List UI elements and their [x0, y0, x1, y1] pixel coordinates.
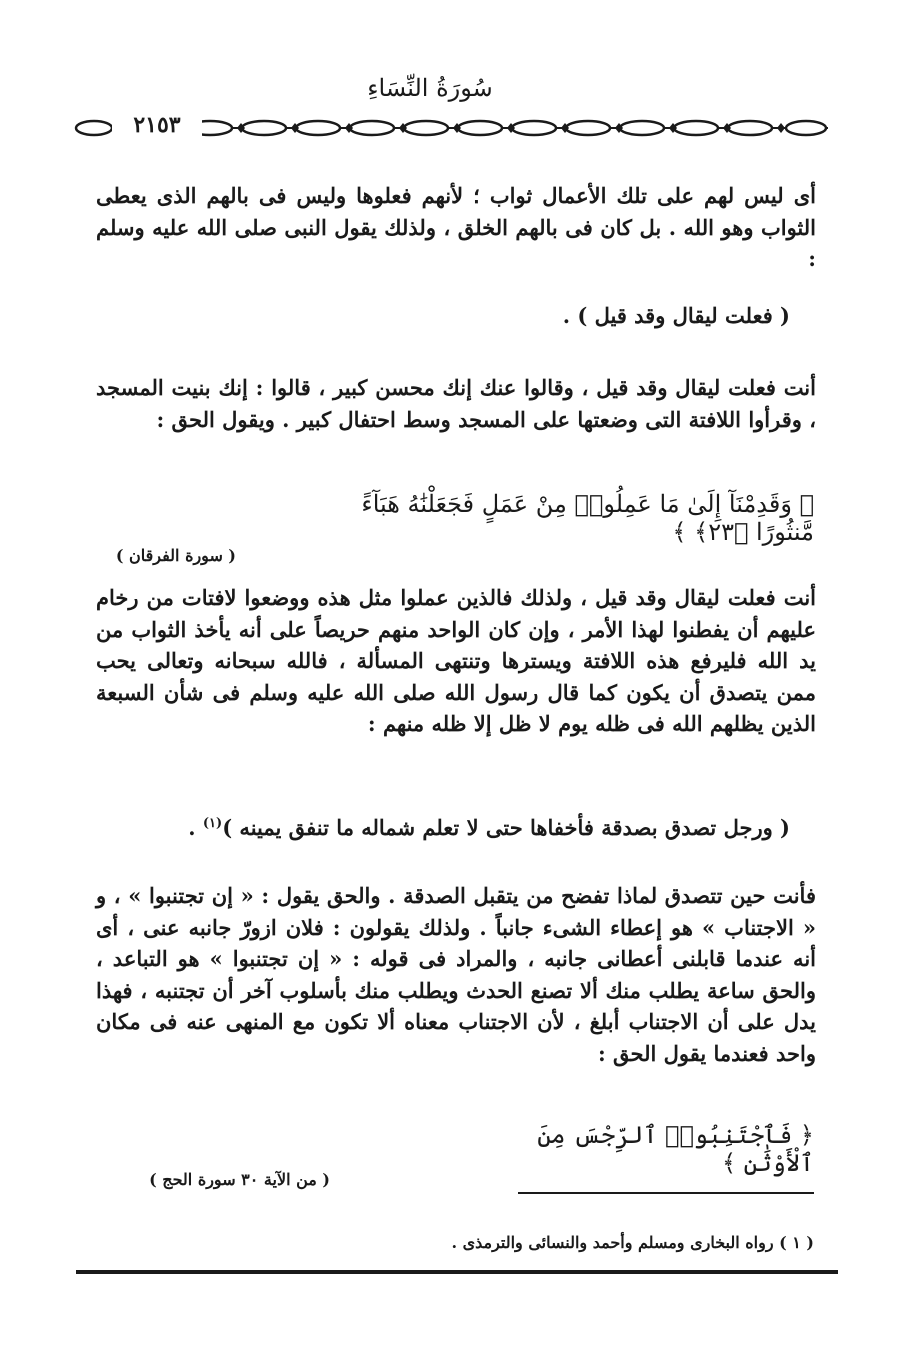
hadith-quote-1: ( فعلت ليقال وقد قيل ) .: [562, 303, 790, 328]
quran-verse-1: ﴿ وَقَدِمْنَآ إِلَىٰ مَا عَمِلُوا۟ مِنْ عَمَلٍ فَجَعَلْنَٰهُ هَبَآءً مَّنثُورًا ﴿٢٣﴾ ﴾: [361, 490, 814, 546]
bottom-rule: [76, 1270, 838, 1274]
paragraph-3: أنت فعلت ليقال وقد قيل ، ولذلك فالذين عملوا مثل هذه ووضعوا لافتات من رخام عليهم أن يفطنوا لهذا الأمر ، وإن كان الواحد منهم حريصاً على أنه يأخذ الثواب من يد الله فليرفع هذه اللافتة ويسترها وتنتهى المسألة ، فالله سبحانه وتعالى يحب ممن يتصدق أن يكون كما قال رسول الله صلى الله عليه وسلم فى شأن السبعة الذين يظلهم الله فى ظله يوم لا ظل إلا ظله منهم :: [96, 585, 816, 736]
surah-title: سُورَةُ النِّسَاءِ: [367, 74, 493, 102]
page-number: ٢١٥٣: [112, 110, 202, 140]
paragraph-1: أى ليس لهم على تلك الأعمال ثواب ؛ لأنهم فعلوها وليس فى بالهم الذى يعطى الثواب وهو الله . بل كان فى بالهم الخلق ، ولذلك يقول النبى صلى الله عليه وسلم :: [96, 183, 816, 271]
quran-verse-2: ﴿ فَٱجْتَنِبُوا۟ ٱلرِّجْسَ مِنَ ٱلْأَوْثَٰنِ ﴾: [537, 1121, 814, 1177]
footnote-divider: [518, 1192, 814, 1194]
verse-reference-1: ( سورة الفرقان ): [115, 546, 236, 565]
hadith-quote-2-end: .: [188, 815, 203, 840]
paragraph-2: أنت فعلت ليقال وقد قيل ، وقالوا عنك إنك محسن كبير ، قالوا : إنك بنيت المسجد ، وقرأوا اللافتة التى وضعتها على المسجد وسط احتفال كبير . ويقول الحق :: [96, 375, 816, 432]
footnote-marker: (١): [202, 816, 223, 831]
verse-reference-2: ( من الآية ٣٠ سورة الحج ): [149, 1170, 330, 1189]
hadith-quote-2-text: ( ورجل تصدق بصدقة فأخفاها حتى لا تعلم شماله ما تنفق يمينه ): [222, 815, 790, 840]
footnote: ( ١ ) رواه البخارى ومسلم وأحمد والنسائى والترمذى .: [451, 1233, 814, 1252]
hadith-quote-2: [126, 808, 790, 844]
paragraph-4: فأنت حين تتصدق لماذا تفضح من يتقبل الصدقة . والحق يقول : « إن تجتنبوا » ، و « الاجتناب » هو إعطاء الشىء جانباً . ولذلك يقولون : فلان ازورّ جانبه عنى ، أى أنه عندما قابلنى أعطانى جانبه ، والمراد فى قوله : « إن تجتنبوا » هو التباعد ، والحق ساعة يطلب منك ألا تصنع الحدث ويطلب منك بأسلوب آخر أن تجتنبه ، فهذا يدل على أن الاجتناب أبلغ ، لأن الاجتناب معناه ألا تكون مع المنهى عنه فى مكان واحد فعندما يقول الحق :: [96, 883, 816, 1066]
